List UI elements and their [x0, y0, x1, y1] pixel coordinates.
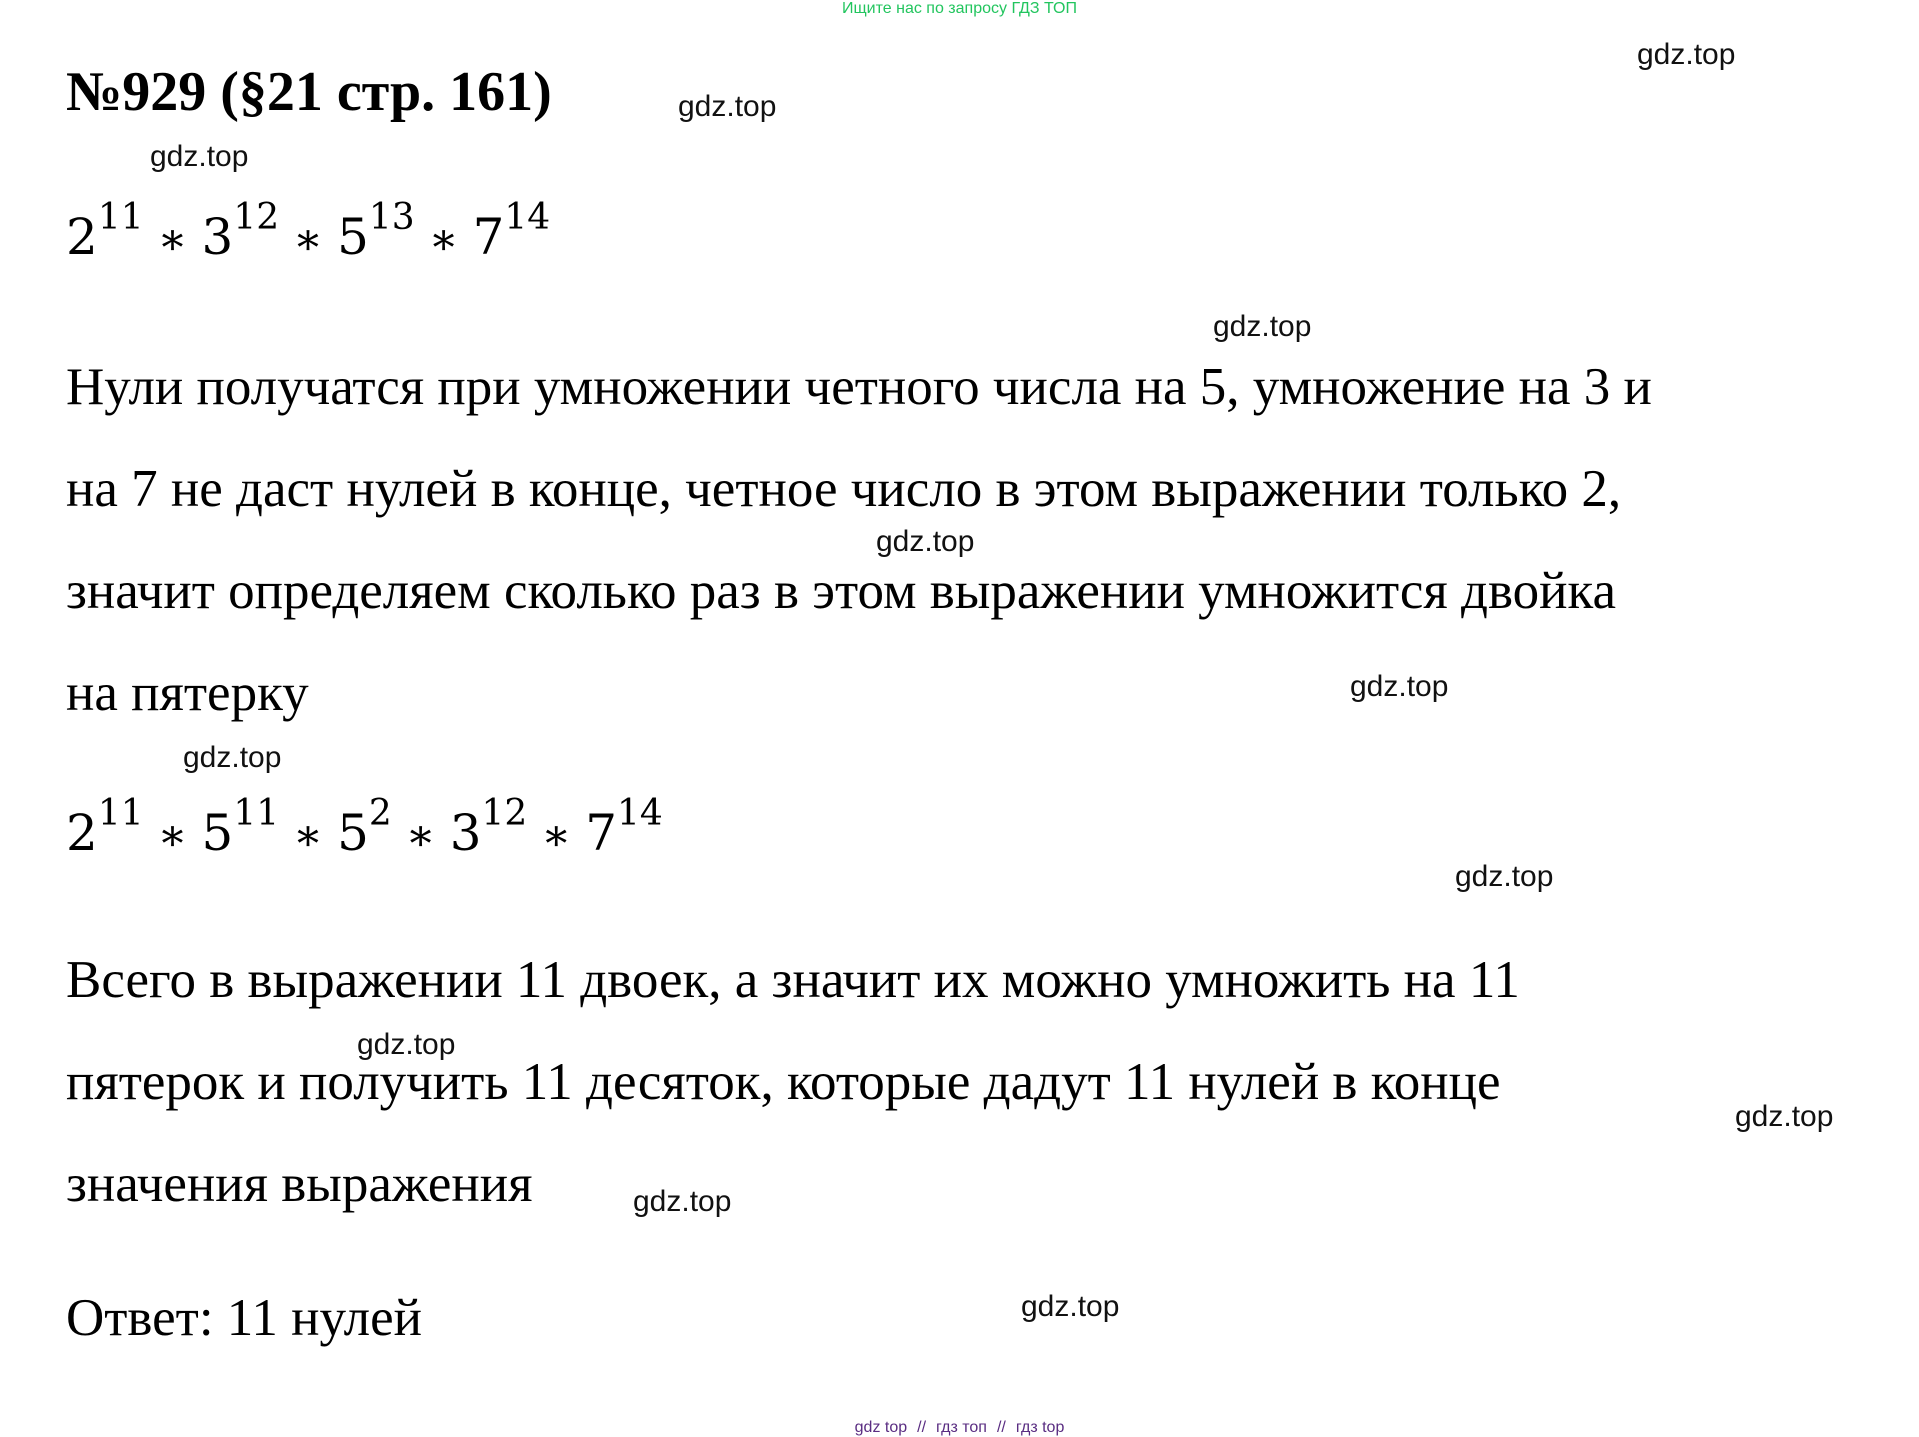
watermark-6: gdz.top [1350, 670, 1449, 703]
explanation-paragraph-1 [66, 336, 1866, 744]
watermark-10: gdz.top [1735, 1100, 1834, 1133]
page-title: №929 (§21 стр. 161) [66, 61, 552, 123]
formula-expression-1: $2^{11}$ ∗ $3^{12}$ ∗ $5^{13}$ ∗ $7^{14}$ [66, 196, 551, 266]
watermark-4: gdz.top [1213, 310, 1312, 343]
text-line: пятерок и получить 11 десяток, которые дадут 11 нулей в конце [66, 1053, 1501, 1111]
footer-link[interactable]: гдз top [1015, 1419, 1065, 1436]
text-line: значения выражения [66, 1155, 533, 1213]
text-line: Всего в выражении 11 двоек, а значит их можно умножить на 11 [66, 951, 1520, 1009]
formula-term: $7^{14}$ [585, 792, 663, 862]
formula-term: $2^{11}$ [66, 196, 144, 266]
answer-text: Ответ: 11 нулей [66, 1289, 422, 1347]
formula-expression-2: $2^{11}$ ∗ $5^{11}$ ∗ $5^2$ ∗ $3^{12}$ ∗ $7^{14}$ [66, 792, 663, 862]
formula-term: $5^{11}$ [201, 792, 280, 862]
formula-term: $3^{12}$ [201, 196, 280, 266]
text-line: на 7 не даст нулей в конце, четное число в этом выражении только 2, [66, 460, 1622, 518]
watermark-11: gdz.top [633, 1185, 732, 1218]
watermark-2: gdz.top [678, 90, 777, 123]
top-banner[interactable]: Ищите нас по запросу ГДЗ ТОП [842, 0, 1077, 17]
watermark-3: gdz.top [150, 140, 249, 173]
text-line: значит определяем сколько раз в этом выражении умножится двойка [66, 562, 1616, 620]
formula-term: $3^{12}$ [449, 792, 528, 862]
footer-links: gdz top // гдз топ // гдз top [854, 1419, 1065, 1436]
formula-term: $7^{14}$ [472, 196, 551, 266]
watermark-1: gdz.top [1637, 38, 1736, 71]
footer-link[interactable]: гдз топ [936, 1419, 987, 1436]
text-line: на пятерку [66, 664, 309, 722]
text-line: Нули получатся при умножении четного числа на 5, умножение на 3 и [66, 358, 1652, 416]
watermark-12: gdz.top [1021, 1290, 1120, 1323]
watermark-8: gdz.top [1455, 860, 1554, 893]
watermark-7: gdz.top [183, 741, 282, 774]
explanation-paragraph-2 [66, 929, 1866, 1235]
formula-term: $2^{11}$ [66, 792, 144, 862]
watermark-9: gdz.top [357, 1028, 456, 1061]
formula-term: $5^2$ [337, 792, 392, 862]
watermark-5: gdz.top [876, 525, 975, 558]
formula-term: $5^{13}$ [337, 196, 415, 266]
footer-link[interactable]: gdz top [854, 1419, 908, 1436]
